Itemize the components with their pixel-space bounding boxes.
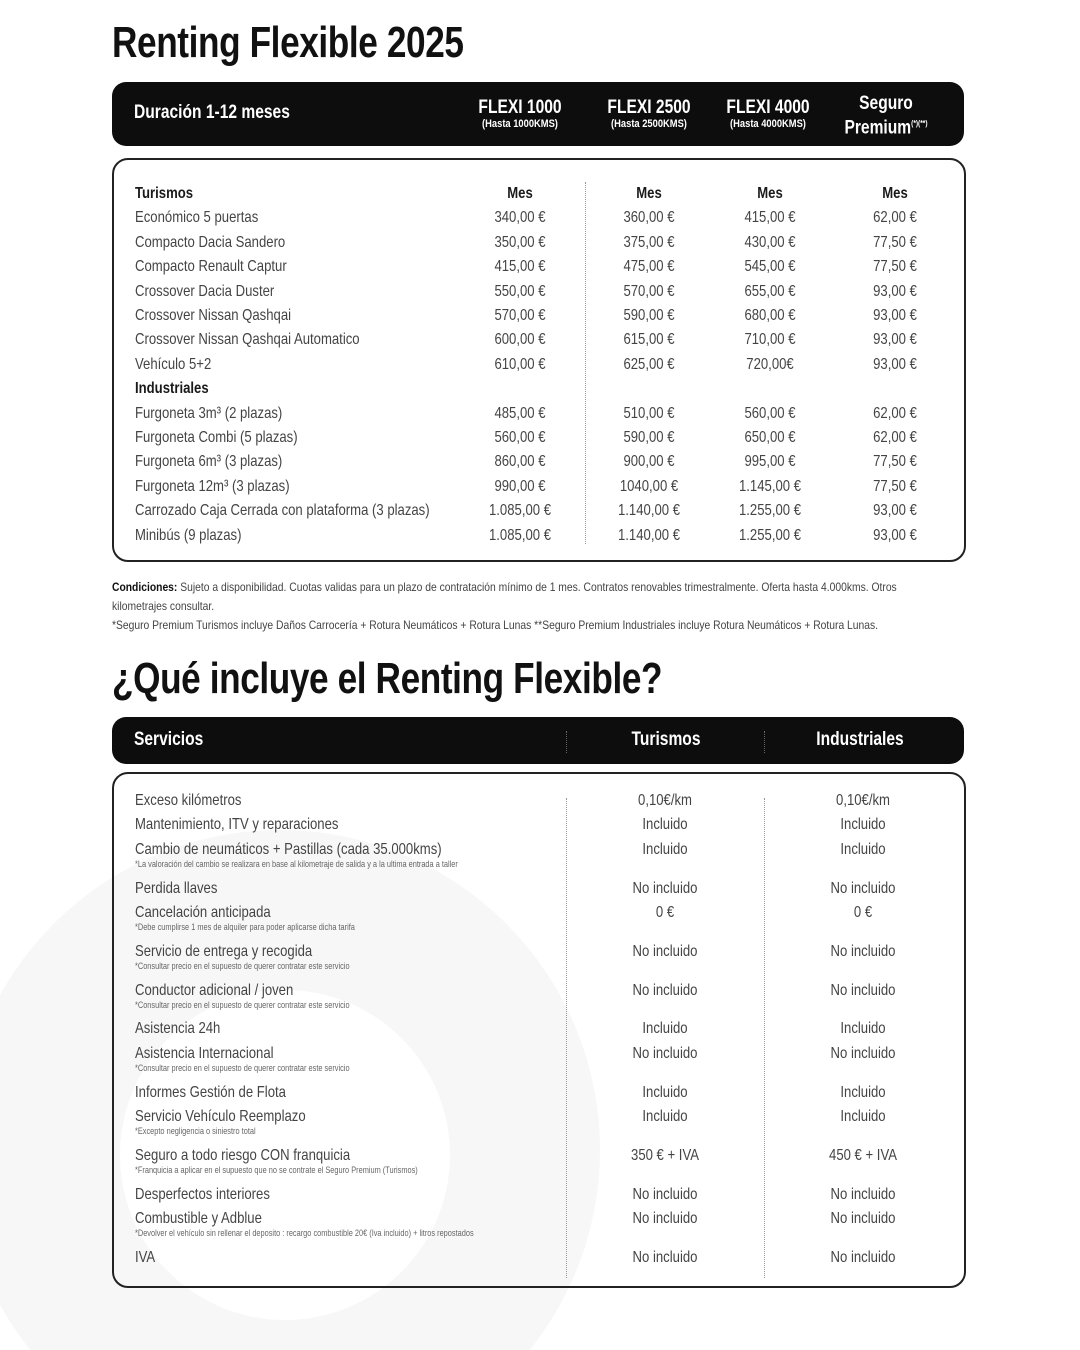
price-cell: 655,00 €	[744, 282, 796, 300]
service-name: Seguro a todo riesgo CON franquicia	[135, 1146, 351, 1164]
price-cell: 560,00 €	[744, 404, 796, 422]
service-name: Servicio de entrega y recogida	[135, 942, 313, 960]
vehicle-name: Crossover Nissan Qashqai	[135, 307, 292, 324]
price-cell: 1.140,00 €	[617, 502, 681, 520]
vehicle-name: Compacto Renault Captur	[135, 258, 287, 276]
industriales-value: No incluido	[830, 1248, 896, 1266]
section-label-industriales: Industriales	[135, 380, 209, 398]
price-cell: 900,00 €	[623, 453, 675, 471]
unit-header: Mes	[757, 185, 783, 202]
industriales-value: No incluido	[830, 981, 896, 999]
price-cell: 340,00 €	[494, 209, 546, 227]
price-cell: 93,00 €	[873, 502, 917, 520]
price-cell: 475,00 €	[623, 258, 675, 276]
vehicle-name: Furgoneta 12m³ (3 plazas)	[135, 477, 290, 495]
unit-header: Mes	[882, 185, 908, 202]
service-name: Perdida llaves	[135, 879, 218, 897]
price-cell: 1.140,00 €	[617, 526, 681, 544]
service-name: IVA	[135, 1248, 156, 1266]
industriales-value: No incluido	[830, 879, 896, 897]
vehicle-name: Furgoneta 6m³ (3 plazas)	[135, 453, 283, 471]
price-cell: 615,00 €	[623, 331, 675, 349]
price-cell: 62,00 €	[873, 209, 917, 227]
price-cell: 990,00 €	[494, 477, 546, 495]
price-cell: 77,50 €	[873, 258, 917, 276]
vehicle-name: Carrozado Caja Cerrada con plataforma (3 plazas)	[135, 502, 430, 520]
industriales-header: Industriales	[816, 729, 904, 750]
price-cell: 570,00 €	[494, 307, 546, 324]
vehicle-name: Crossover Nissan Qashqai Automatico	[135, 331, 360, 349]
section-label-turismos: Turismos	[135, 185, 194, 202]
service-name: Asistencia Internacional	[135, 1044, 274, 1062]
price-cell: 77,50 €	[873, 477, 917, 495]
service-name: Asistencia 24h	[135, 1020, 221, 1038]
turismos-value: Incluido	[642, 1083, 688, 1101]
vehicle-name: Furgoneta 3m³ (2 plazas)	[135, 404, 283, 422]
service-note: *Debe cumplirse 1 mes de alquiler para poder aplicarse dicha tarifa	[135, 922, 355, 932]
turismos-value: No incluido	[632, 1044, 698, 1062]
duration-label: Duración 1-12 meses	[134, 102, 290, 123]
price-cell: 93,00 €	[873, 355, 917, 373]
col-header-seguro-premium: Seguro Premium(*)(**)	[844, 93, 928, 139]
col-header-flexi-1000: FLEXI 1000 (Hasta 1000KMS)	[478, 97, 562, 130]
price-cell: 350,00 €	[494, 233, 546, 251]
turismos-value: No incluido	[632, 1185, 698, 1203]
price-cell: 93,00 €	[873, 307, 917, 324]
service-note: *Devolver el vehículo sin rellenar el deposito : recargo combustible 20€ (Iva incluido) + litros repostados	[135, 1228, 474, 1238]
price-cell: 625,00 €	[623, 355, 675, 373]
column-divider	[585, 182, 586, 544]
column-divider	[566, 798, 567, 1278]
price-cell: 610,00 €	[494, 355, 546, 373]
service-name: Informes Gestión de Flota	[135, 1083, 286, 1101]
industriales-value: Incluido	[840, 816, 886, 834]
price-cell: 62,00 €	[873, 429, 917, 446]
vehicle-name: Económico 5 puertas	[135, 209, 259, 227]
service-note: *Consultar precio en el supuesto de querer contratar este servicio	[135, 960, 350, 971]
industriales-value: Incluido	[840, 1083, 886, 1101]
price-cell: 1.255,00 €	[738, 502, 802, 520]
services-header-bar	[112, 717, 964, 764]
industriales-value: 0 €	[853, 904, 873, 921]
price-cell: 995,00 €	[744, 453, 796, 471]
turismos-value: 0,10€/km	[638, 792, 692, 809]
unit-header: Mes	[507, 185, 533, 202]
price-cell: 77,50 €	[873, 453, 917, 471]
turismos-value: No incluido	[632, 1210, 698, 1227]
price-cell: 570,00 €	[623, 282, 675, 300]
price-cell: 62,00 €	[873, 404, 917, 422]
price-cell: 1.085,00 €	[488, 526, 552, 544]
price-cell: 360,00 €	[623, 209, 675, 227]
service-name: Servicio Vehículo Reemplazo	[135, 1108, 306, 1125]
price-cell: 600,00 €	[494, 331, 546, 349]
price-cell: 550,00 €	[494, 282, 546, 300]
vehicle-name: Furgoneta Combi (5 plazas)	[135, 429, 298, 446]
service-note: *Consultar precio en el supuesto de querer contratar este servicio	[135, 1062, 350, 1073]
conditions-text: Condiciones: Sujeto a disponibilidad. Cuotas validas para un plazo de contratación mínimo de 1 mes. Contratos renovables trimestralmente. Oferta hasta 4.000kms. Otros kilometrajes consultar. *Seguro Premium Turismos incluye Daños Carrocería + Rotura Neumáticos + Rotura Lunas **Seguro Premium Industriales incluye Rotura Neumáticos + Rotura Lunas.	[112, 580, 897, 632]
price-cell: 93,00 €	[873, 526, 917, 544]
price-cell: 93,00 €	[873, 282, 917, 300]
price-cell: 860,00 €	[494, 453, 546, 471]
industriales-value: 450 € + IVA	[829, 1146, 897, 1164]
price-cell: 720,00€	[746, 355, 794, 373]
vehicle-name: Minibús (9 plazas)	[135, 526, 242, 544]
industriales-value: No incluido	[830, 1185, 896, 1203]
vehicle-name: Crossover Dacia Duster	[135, 282, 275, 300]
service-name: Cambio de neumáticos + Pastillas (cada 35.000kms)	[135, 840, 442, 858]
price-cell: 590,00 €	[623, 307, 675, 324]
turismos-value: 350 € + IVA	[631, 1146, 699, 1164]
price-cell: 415,00 €	[494, 258, 546, 276]
industriales-value: No incluido	[830, 1210, 896, 1227]
vehicle-name: Vehículo 5+2	[135, 355, 212, 373]
price-cell: 680,00 €	[744, 307, 796, 324]
turismos-value: No incluido	[632, 879, 698, 897]
price-cell: 1.255,00 €	[738, 526, 802, 544]
price-cell: 1.085,00 €	[488, 502, 552, 520]
includes-title: ¿Qué incluye el Renting Flexible?	[112, 654, 663, 703]
price-cell: 510,00 €	[623, 404, 675, 422]
col-header-flexi-2500: FLEXI 2500 (Hasta 2500KMS)	[607, 97, 691, 130]
price-cell: 590,00 €	[623, 429, 675, 446]
industriales-value: 0,10€/km	[836, 792, 890, 809]
price-cell: 560,00 €	[494, 429, 546, 446]
service-name: Exceso kilómetros	[135, 792, 242, 809]
turismos-value: 0 €	[655, 904, 675, 921]
service-note: *Excepto negligencia o siniestro total	[135, 1126, 256, 1136]
price-cell: 1.145,00 €	[738, 477, 802, 495]
price-cell: 485,00 €	[494, 404, 546, 422]
price-cell: 430,00 €	[744, 233, 796, 251]
vehicle-name: Compacto Dacia Sandero	[135, 233, 286, 251]
service-name: Combustible y Adblue	[135, 1210, 262, 1227]
industriales-value: Incluido	[840, 1108, 886, 1125]
service-name: Cancelación anticipada	[135, 904, 271, 921]
service-name: Conductor adicional / joven	[135, 981, 294, 999]
price-cell: 650,00 €	[744, 429, 796, 446]
turismos-header: Turismos	[631, 729, 701, 750]
turismos-value: Incluido	[642, 816, 688, 834]
turismos-value: Incluido	[642, 840, 688, 858]
pricing-header-bar	[112, 82, 964, 146]
turismos-value: No incluido	[632, 981, 698, 999]
column-divider	[764, 798, 765, 1278]
service-name: Desperfectos interiores	[135, 1185, 270, 1203]
industriales-value: Incluido	[840, 1020, 886, 1038]
service-name: Mantenimiento, ITV y reparaciones	[135, 816, 339, 834]
turismos-value: Incluido	[642, 1020, 688, 1038]
turismos-value: No incluido	[632, 1248, 698, 1266]
unit-header: Mes	[636, 185, 662, 202]
turismos-value: No incluido	[632, 942, 698, 960]
price-cell: 1040,00 €	[619, 477, 679, 495]
price-cell: 77,50 €	[873, 233, 917, 251]
price-cell: 375,00 €	[623, 233, 675, 251]
turismos-value: Incluido	[642, 1108, 688, 1125]
service-note: *Franquicia a aplicar en el supuesto que no se contrate el Seguro Premium (Turismos)	[135, 1164, 418, 1175]
industriales-value: Incluido	[840, 840, 886, 858]
industriales-value: No incluido	[830, 1044, 896, 1062]
service-note: *La valoración del cambio se realizara en base al kilometraje de salida y a la ultima entrada a taller	[135, 858, 458, 869]
services-header: Servicios	[134, 729, 204, 750]
price-cell: 710,00 €	[744, 331, 796, 349]
page-title: Renting Flexible 2025	[112, 18, 464, 67]
industriales-value: No incluido	[830, 942, 896, 960]
price-cell: 545,00 €	[744, 258, 796, 276]
col-header-flexi-4000: FLEXI 4000 (Hasta 4000KMS)	[726, 97, 810, 130]
price-cell: 93,00 €	[873, 331, 917, 349]
service-note: *Consultar precio en el supuesto de querer contratar este servicio	[135, 999, 350, 1010]
price-cell: 415,00 €	[744, 209, 796, 227]
